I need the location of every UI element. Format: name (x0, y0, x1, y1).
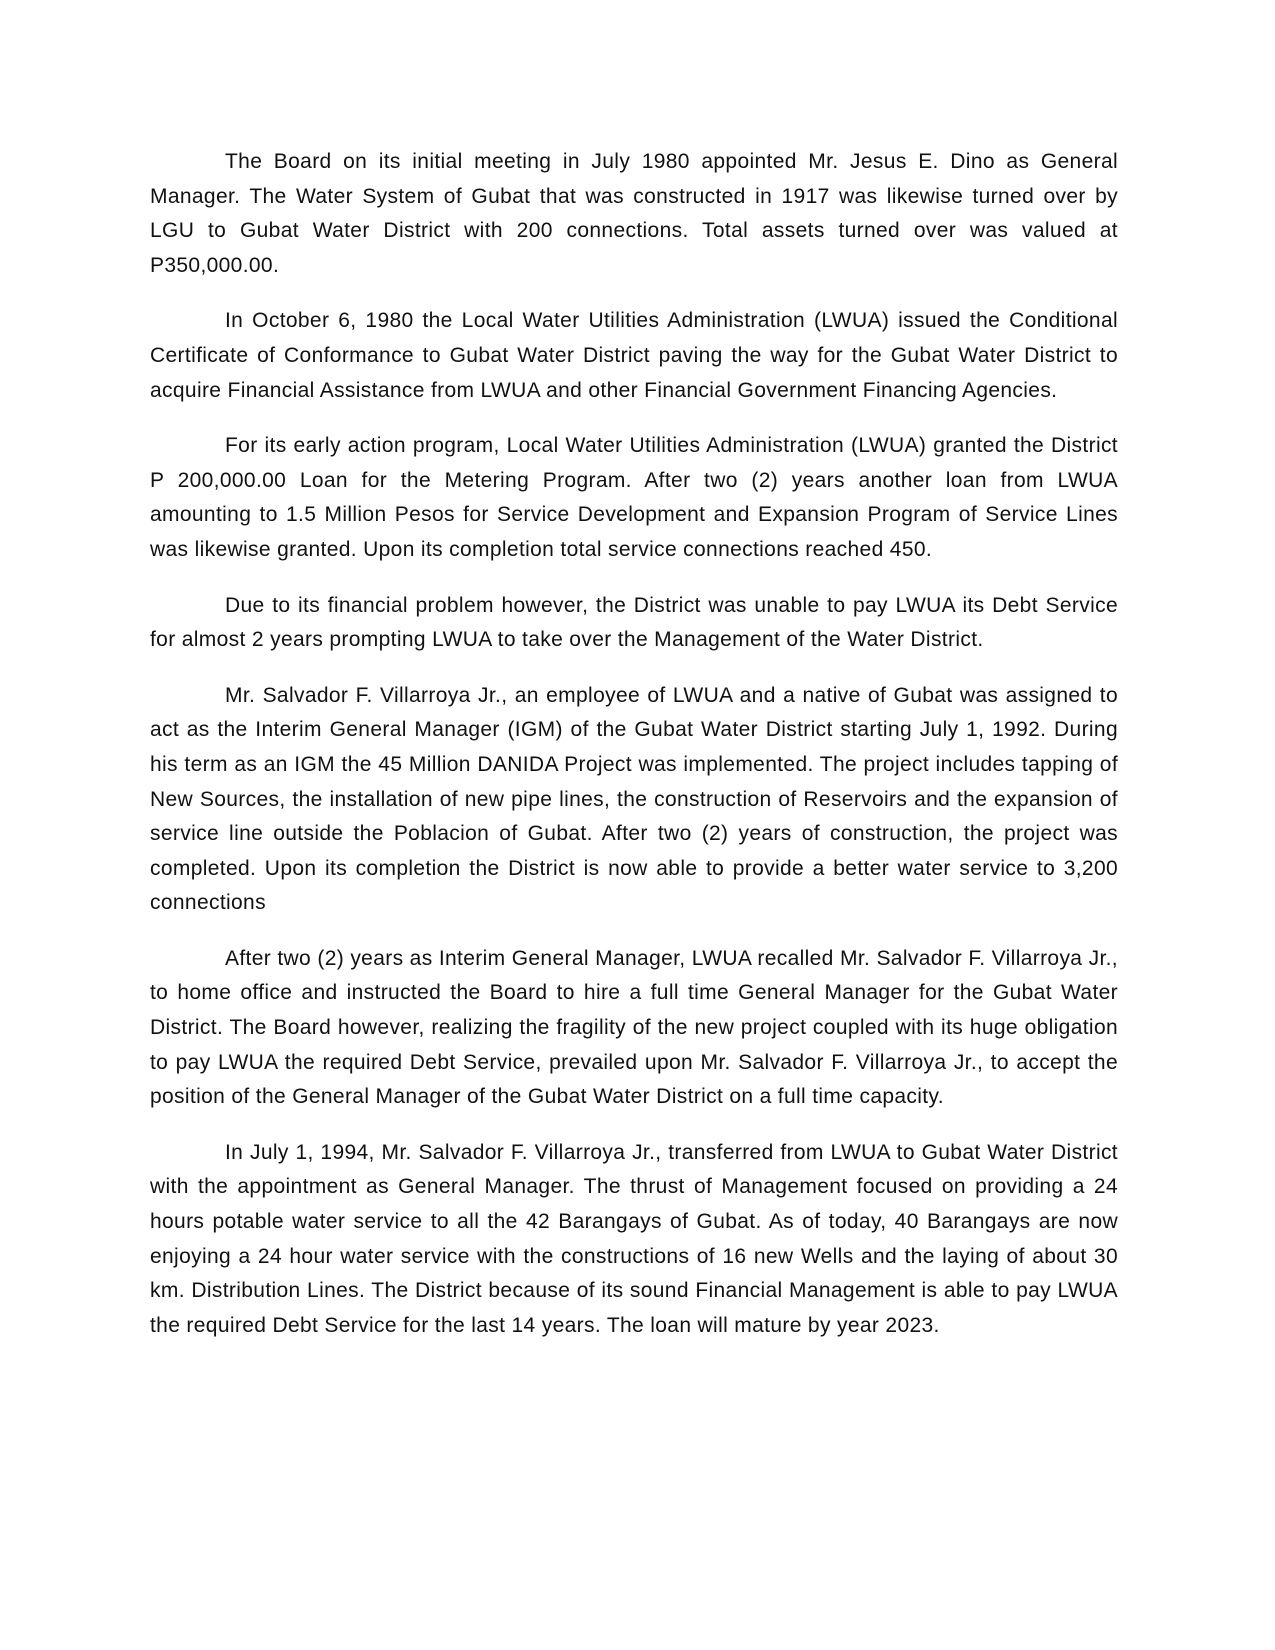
paragraph-early-action-program: For its early action program, Local Water Utilities Administration (LWUA) granted the District P 200,000.00 Loan for the Metering Program. After two (2) years another loan from LWUA amounting to 1.5 Million Pesos for Service Development and Expansion Program of Service Lines was likewise granted. Upon its completion total service connections reached 450. (150, 434, 1118, 561)
paragraph-full-time-general-manager: After two (2) years as Interim General Manager, LWUA recalled Mr. Salvador F. Villarroya Jr., to home office and instructed the Board to hire a full time General Manager for the Gubat Water District. The Board however, realizing the fragility of the new project coupled with its huge obligation to pay LWUA the required Debt Service, prevailed upon Mr. Salvador F. Villarroya Jr., to accept the position of the General Manager of the Gubat Water District on a full time capacity. (150, 946, 1118, 1109)
paragraph-certificate-of-conformance: In October 6, 1980 the Local Water Utilities Administration (LWUA) issued the Conditional Certificate of Conformance to Gubat Water District paving the way for the Gubat Water District to acquire Financial Assistance from LWUA and other Financial Government Financing Agencies. (150, 309, 1118, 402)
paragraph-financial-problem: Due to its financial problem however, the District was unable to pay LWUA its Debt Service for almost 2 years prompting LWUA to take over the Management of the Water District. (150, 593, 1118, 652)
paragraph-initial-meeting: The Board on its initial meeting in July 1980 appointed Mr. Jesus E. Dino as General Manager. The Water System of Gubat that was constructed in 1917 was likewise turned over by LGU to Gubat Water District with 200 connections. Total assets turned over was valued at P350,000.00. (150, 150, 1118, 277)
paragraph-management-thrust: In July 1, 1994, Mr. Salvador F. Villarroya Jr., transferred from LWUA to Gubat Water District with the appointment as General Manager. The thrust of Management focused on providing a 24 hours potable water service to all the 42 Barangays of Gubat. As of today, 40 Barangays are now enjoying a 24 hour water service with the constructions of 16 new Wells and the laying of about 30 km. Distribution Lines. The District because of its sound Financial Management is able to pay LWUA the required Debt Service for the last 14 years. The loan will mature by year 2023. (150, 1140, 1118, 1337)
paragraph-interim-general-manager: Mr. Salvador F. Villarroya Jr., an employee of LWUA and a native of Gubat was assigned to act as the Interim General Manager (IGM) of the Gubat Water District starting July 1, 1992. During his term as an IGM the 45 Million DANIDA Project was implemented. The project includes tapping of New Sources, the installation of new pipe lines, the construction of Reservoirs and the expansion of service line outside the Poblacion of Gubat. After two (2) years of construction, the project was completed. Upon its completion the District is now able to provide a better water service to 3,200 connections (150, 683, 1118, 915)
document-page (150, 145, 1118, 1364)
